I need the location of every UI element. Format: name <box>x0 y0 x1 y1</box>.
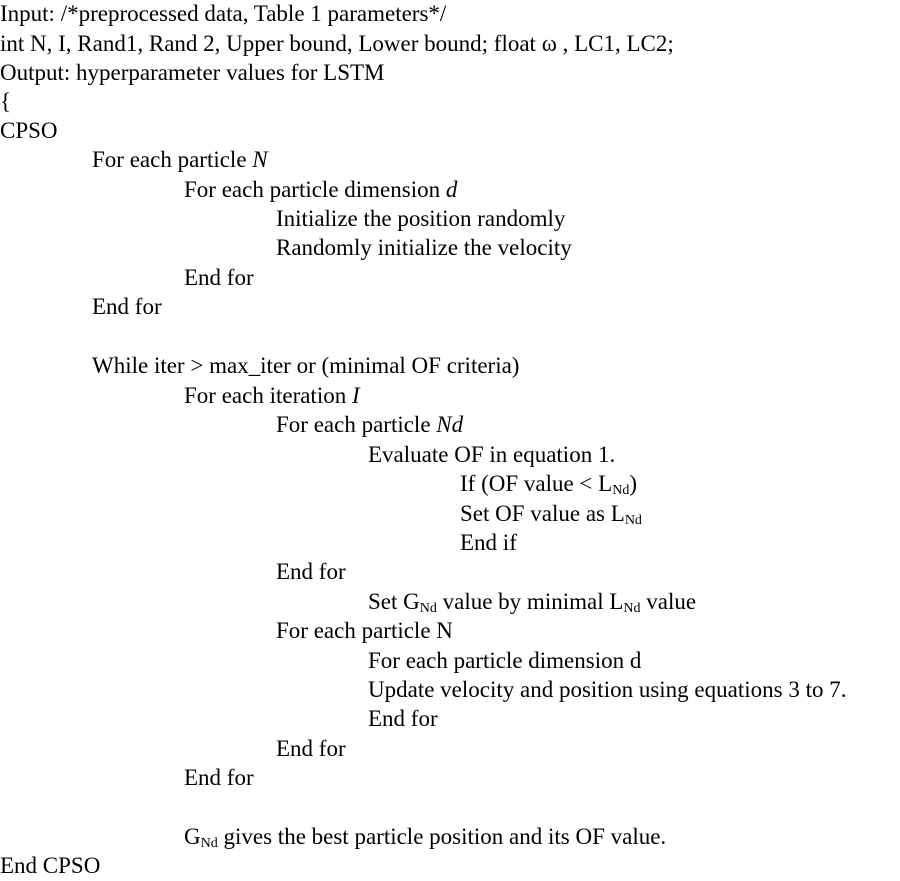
if-prefix: If (OF value < L <box>460 471 613 496</box>
for-each-dimension-text: For each particle dimension <box>184 177 446 202</box>
init-position-line: Initialize the position randomly <box>276 206 566 231</box>
for-each-particle-text: For each particle <box>92 147 253 172</box>
declarations-line: int N, I, Rand1, Rand 2, Upper bound, Lower bound; float ω , LC1, LC2; <box>0 31 674 56</box>
set-g-subscript: Nd <box>419 601 437 616</box>
while-line: While iter > max_iter or (minimal OF criteria) <box>92 353 520 378</box>
end-for-particle-init: End for <box>92 294 162 319</box>
particle-variable: N <box>252 147 268 172</box>
cpso-end: End CPSO <box>0 853 101 878</box>
set-g-subscript-2: Nd <box>623 601 641 616</box>
cpso-begin: CPSO <box>0 118 58 143</box>
if-subscript: Nd <box>612 483 630 498</box>
result-subscript: Nd <box>200 836 218 851</box>
result-line <box>184 824 666 850</box>
if-line <box>460 471 637 497</box>
input-line: Input: /*preprocessed data, Table 1 parameters*/ <box>0 1 447 26</box>
set-of-prefix: Set OF value as L <box>460 501 625 526</box>
for-each-particle-nd-text: For each particle <box>276 412 437 437</box>
set-g-suffix: value <box>640 589 697 614</box>
particle-nd-variable: Nd <box>436 412 464 437</box>
set-g-prefix: Set G <box>368 589 420 614</box>
set-of-line <box>460 501 642 527</box>
for-each-particle-line <box>92 147 268 173</box>
dimension-variable: d <box>445 177 458 202</box>
set-of-subscript: Nd <box>624 513 642 528</box>
end-if-line: End if <box>460 530 517 555</box>
set-g-middle: value by minimal L <box>436 589 624 614</box>
for-each-iteration-text: For each iteration <box>184 383 352 408</box>
init-velocity-line: Randomly initialize the velocity <box>276 235 572 260</box>
update-line: Update velocity and position using equations 3 to 7. <box>368 677 847 702</box>
if-suffix: ) <box>629 471 638 496</box>
end-for-particle-n: End for <box>276 736 346 761</box>
for-each-particle-nd-line <box>276 412 463 438</box>
for-each-iteration-line <box>184 383 360 409</box>
for-each-dimension-line <box>184 177 457 203</box>
end-for-dimension-init: End for <box>184 265 254 290</box>
result-suffix: gives the best particle position and its OF value. <box>217 824 667 849</box>
output-line: Output: hyperparameter values for LSTM <box>0 60 385 85</box>
iteration-variable: I <box>351 383 360 408</box>
open-brace: { <box>0 89 12 114</box>
for-each-dimension-d-line: For each particle dimension d <box>368 648 642 673</box>
for-each-particle-n-line: For each particle N <box>276 618 453 643</box>
end-for-dimension-d: End for <box>368 706 438 731</box>
result-prefix: G <box>184 824 201 849</box>
set-g-line <box>368 589 696 615</box>
end-for-iteration: End for <box>184 765 254 790</box>
evaluate-line: Evaluate OF in equation 1. <box>368 442 616 467</box>
end-for-particle-nd: End for <box>276 559 346 584</box>
